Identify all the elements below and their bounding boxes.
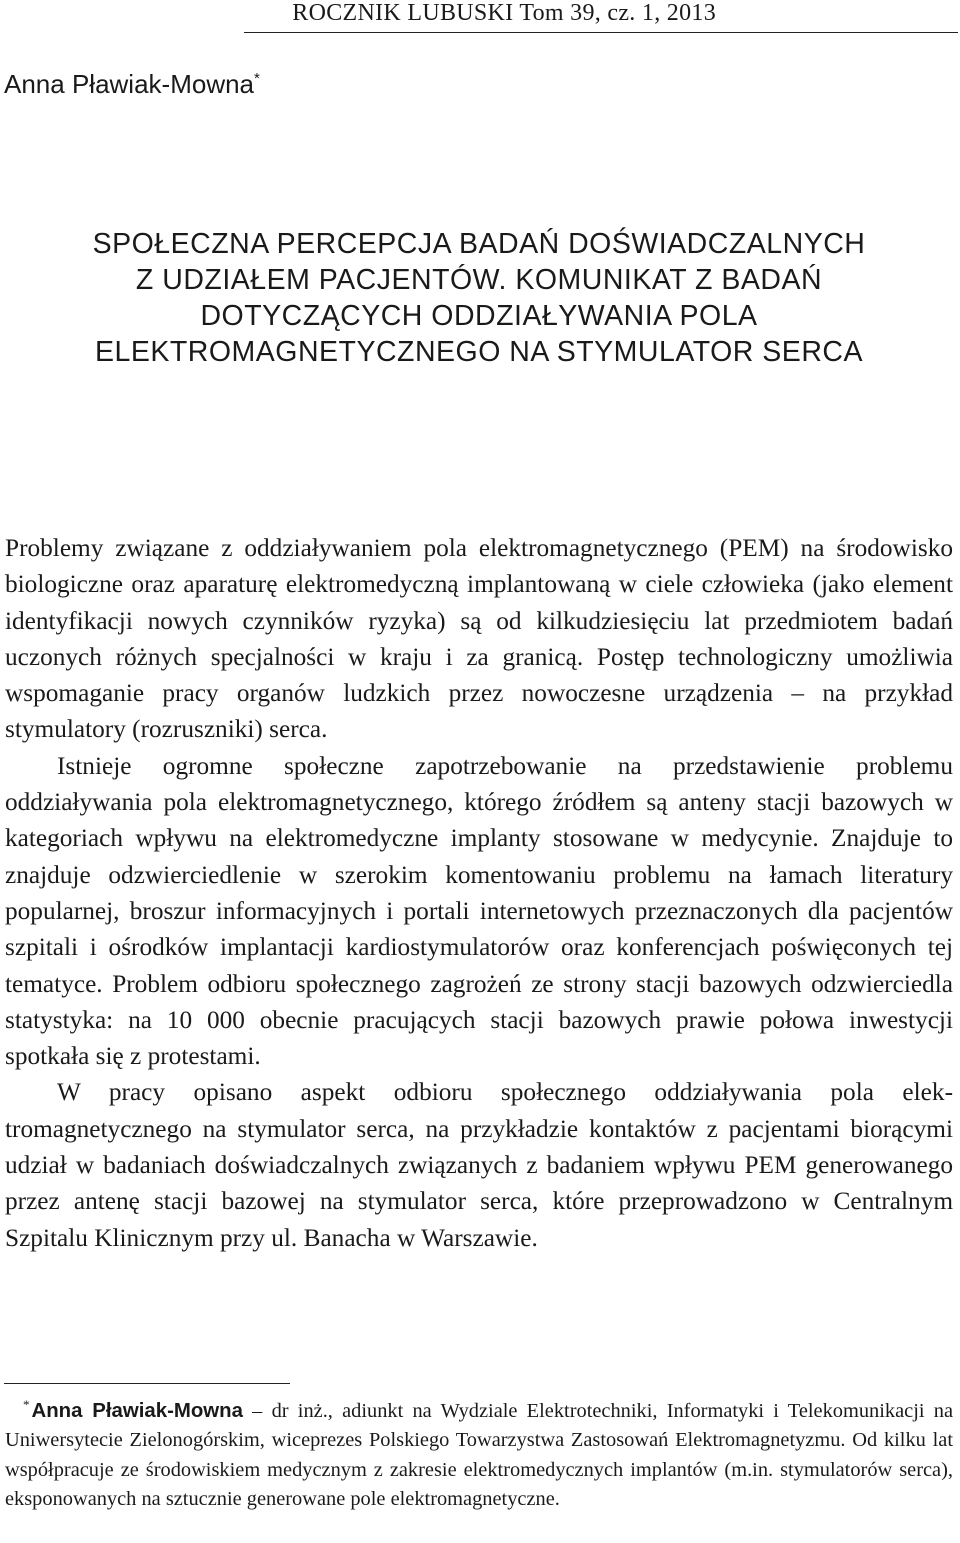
- abstract-paragraph: Istnieje ogromne społeczne zapotrzebowanie na przedstawienie problemu oddziaływania pola elektromagnetycznego, którego źródłem są anteny stacji bazowych w kategoriach wpływu na elektromedyczne implanty stosowane w medycynie. Znajduje to znajduje odzwierciedlenie w szerokim komentowaniu problemu na łamach literatury popularnej, broszur informacyjnych i portali internetowych przeznaczonych dla pacjentów szpitali i ośrodków implantacji kardiostymulatorów oraz konferencjach poświęconych tej tematyce. Problem odbioru społecznego zagrożeń ze strony stacji bazowych odzwierciedla statystyka: na 10 000 obecnie pracujących stacji bazowych prawie połowa inwestycji spotkała się z protestami.: [5, 751, 953, 1071]
- abstract-body: [5, 530, 953, 1256]
- title-line: DOTYCZĄCYCH ODDZIAŁYWANIA POLA: [200, 300, 758, 332]
- abstract-paragraph: Problemy związane z oddziaływaniem pola elektromagnetycznego (PEM) na środowisko biologiczne oraz aparaturę elektromedyczną implantowaną w ciele człowieka (jako element identyfikacji nowych czynników ryzyka) są od kilkudziesięciu lat przedmiotem badań uczonych różnych specjalności w kraju i za granicą. Postęp technologiczny umożliwia wspomaganie pracy organów ludzkich przez nowoczesne urządzenia – na przykład stymulatory (rozruszniki) serca.: [5, 534, 953, 744]
- title-line: SPOŁECZNA PERCEPCJA BADAŃ DOŚWIADCZALNYCH: [92, 228, 866, 260]
- journal-header: ROCZNIK LUBUSKI Tom 39, cz. 1, 2013: [292, 0, 716, 26]
- author-line: [4, 62, 260, 101]
- abstract-paragraph: W pracy opisano aspekt odbioru społecznego oddziaływania pola elektromagnetycznego na stymulator serca, na przykładzie kontaktów z pacjentami biorącymi udział w badaniach doświadczalnych związanych z badaniem wpływu PEM generowanego przez antenę stacji bazowej na stymulator serca, które przeprowadzono w Centralnym Szpitalu Klinicznym przy ul. Banacha w Warszawie.: [5, 1078, 953, 1252]
- footnote-rule: [4, 1383, 290, 1384]
- author-footnote: [5, 1390, 953, 1515]
- title-line: Z UDZIAŁEM PACJENTÓW. KOMUNIKAT Z BADAŃ: [135, 264, 823, 296]
- article-title: [4, 226, 954, 370]
- author-footnote-mark: *: [254, 70, 260, 87]
- running-header: [0, 0, 960, 40]
- header-rule: [244, 32, 958, 33]
- footnote-mark: *: [23, 1397, 30, 1412]
- footnote-author-name: Anna Pławiak-Mowna: [31, 1400, 243, 1422]
- author-name: Anna Pławiak-Mowna: [4, 69, 255, 99]
- footnote-text: – dr inż., adiunkt na Wydziale Elektrotechniki, Informatyki i Telekomunikacji na Uniwersytecie Zielonogórskim, wiceprezes Polskiego Towarzystwa Zastosowań Elektromagnetyzmu. Od kilku lat współpracuje ze środowiskiem medycznym z zakresie elektromedycznych implantów (m.in. stymulatorów serca), eksponowanych na sztucznie generowane pole elektromagnetyczne.: [5, 1400, 953, 1511]
- title-line: ELEKTROMAGNETYCZNEGO NA STYMULATOR SERCA: [95, 336, 863, 368]
